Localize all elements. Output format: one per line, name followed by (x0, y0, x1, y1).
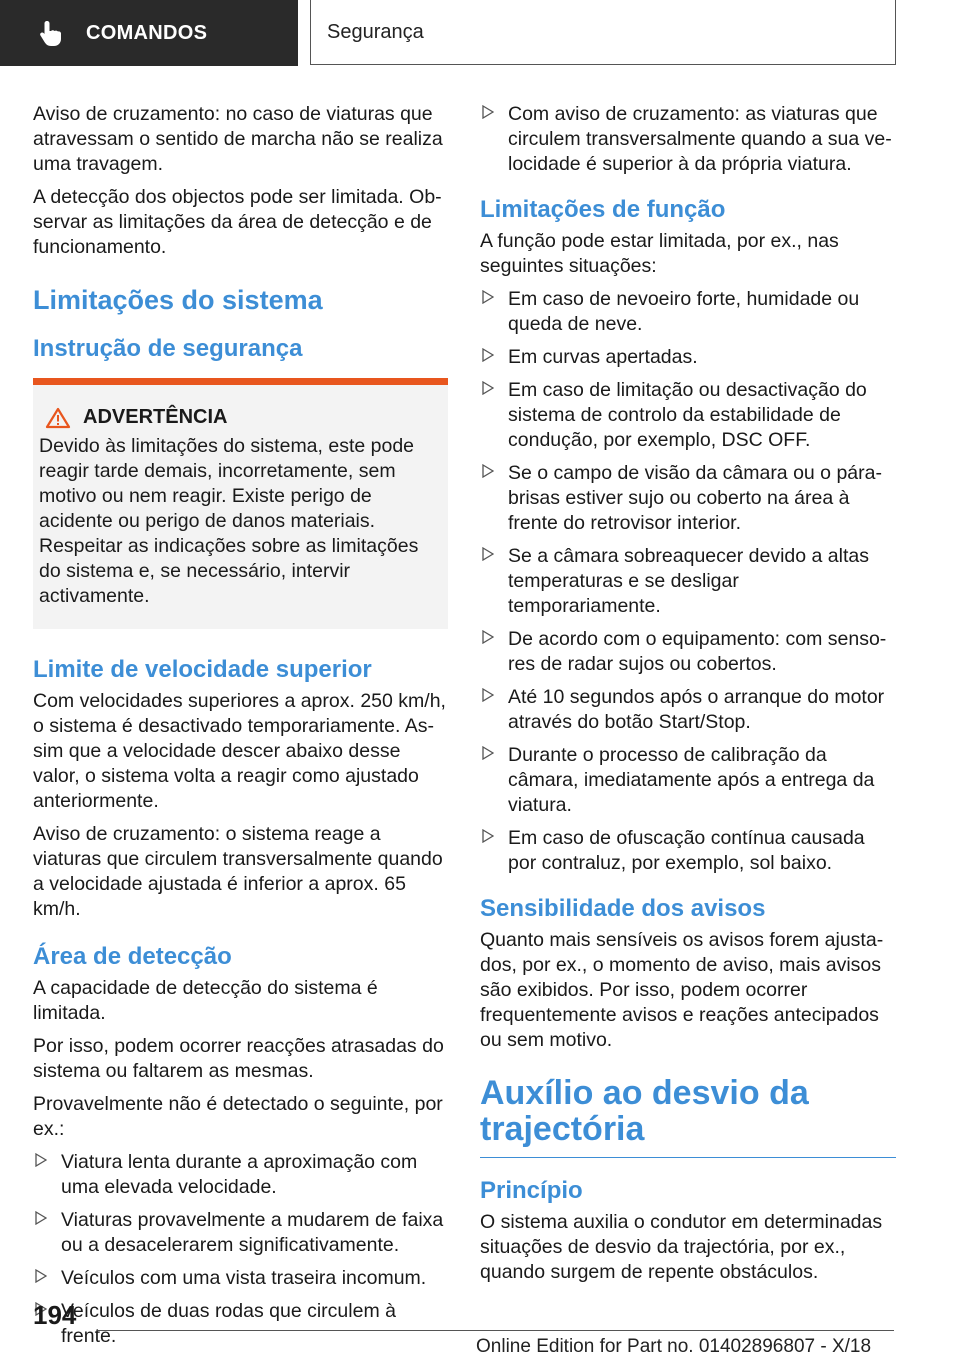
page-number: 194 (33, 1300, 77, 1330)
heading-detection-area: Área de detecção (33, 943, 232, 970)
paragraph-detection-capacity: A capacidade de detecção do sistema é limitada. (33, 977, 378, 1024)
triangle-bullet-icon (482, 381, 494, 395)
triangle-bullet-icon (482, 829, 494, 843)
list-item: Veículos com uma vista traseira incomum. (33, 1266, 448, 1291)
section-tab-comandos (0, 0, 298, 66)
list-item: Veículos de duas rodas que circulem à frente. (33, 1299, 448, 1349)
triangle-bullet-icon (35, 1211, 47, 1225)
triangle-bullet-icon (35, 1153, 47, 1167)
list-item: Em caso de limitação ou desactivação do sistema de controlo da estabilidade de condução, por exemplo, DSC OFF. (480, 378, 896, 453)
triangle-bullet-icon (482, 348, 494, 362)
heading-function-limits: Limitações de função (480, 196, 726, 223)
chapter-tab-label: Segurança (327, 20, 424, 43)
list-item: Durante o processo de calibração da câmara, imediatamente após a entrega da viatura. (480, 743, 896, 818)
triangle-bullet-icon (482, 547, 494, 561)
warning-title: ADVERTÊNCIA (83, 406, 228, 428)
heading-evasion-assistant: Auxílio ao desvio da trajectória (480, 1074, 809, 1148)
triangle-bullet-icon (482, 105, 494, 119)
warning-text: Devido às limitações do sistema, este pode reagir tarde demais, incorretamente, sem motivo ou nem reagir. Existe perigo de acidente ou perigo de danos materiais. Respeitar as indicações sobre as limitações do sistema e, se necessário, intervir activamente. (39, 435, 419, 607)
heading-system-limits: Limitações do sistema (33, 285, 323, 315)
footer-edition: Online Edition for Part no. 01402896807 - X/18 (476, 1336, 872, 1357)
heading-speed-limit: Limite de velocidade superior (33, 656, 372, 683)
page-header (0, 0, 960, 66)
paragraph-not-detected: Provavelmente não é detectado o seguinte, por ex.: (33, 1093, 443, 1140)
list-item: Viatura lenta durante a aproximação com uma elevada velocidade. (33, 1150, 448, 1200)
paragraph-warning-sensitivity: Quanto mais sensíveis os avisos forem ajustados, por ex., o momento de aviso, mais avisos são exibidos. Por isso, podem ocorrer frequentemente avisos e reações antecipados ou sem motivo. (480, 929, 884, 1051)
section-tab-label: COMANDOS (86, 21, 208, 44)
heading-rule (480, 1157, 896, 1158)
paragraph-cross-traffic: Aviso de cruzamento: no caso de viaturas que atravessam o sentido de marcha não se realiza uma travagem. (33, 103, 443, 175)
list-item: Até 10 segundos após o arranque do motor através do botão Start/Stop. (480, 685, 896, 735)
left-column (33, 102, 448, 1357)
triangle-bullet-icon (482, 464, 494, 478)
triangle-bullet-icon (482, 746, 494, 760)
heading-safety-instruction: Instrução de segurança (33, 335, 303, 362)
paragraph-delayed-reactions: Por isso, podem ocorrer reacções atrasadas do sistema ou faltarem as mesmas. (33, 1035, 444, 1082)
function-limits-list (480, 287, 896, 876)
triangle-bullet-icon (482, 688, 494, 702)
warning-box (33, 378, 448, 629)
warning-header (45, 405, 440, 430)
paragraph-speed-limit: Com velocidades superiores a aprox. 250 km/h, o sistema é desactivado temporariamente. Assim que a velocidade descer abaixo desse valor, o sistema volta a reagir como ajustado anteriormente. (33, 690, 446, 812)
list-item: Em curvas apertadas. (480, 345, 896, 370)
list-item: Com aviso de cruzamento: as viaturas que circulem transversalmente quando a sua velocidade é superior à da própria viatura. (480, 102, 896, 177)
triangle-bullet-icon (482, 290, 494, 304)
footer-rule (98, 1330, 894, 1331)
list-item: De acordo com o equipamento: com sensores de radar sujos ou cobertos. (480, 627, 896, 677)
paragraph-principle: O sistema auxilia o condutor em determinadas situações de desvio da trajectória, por ex., quando surgem de repente obstáculos. (480, 1211, 883, 1283)
list-item: Em caso de ofuscação contínua causada por contraluz, por exemplo, sol baixo. (480, 826, 896, 876)
heading-principle: Princípio (480, 1177, 583, 1204)
triangle-bullet-icon (35, 1269, 47, 1283)
warning-triangle-icon (45, 407, 71, 429)
triangle-bullet-icon (482, 630, 494, 644)
paragraph-function-limited: A função pode estar limitada, por ex., nas seguintes situações: (480, 230, 839, 277)
right-column (480, 102, 896, 1293)
paragraph-detection-limited: A detecção dos objectos pode ser limitada. Observar as limitações da área de detecção e de funcionamento. (33, 186, 442, 258)
cross-traffic-list (480, 102, 896, 177)
not-detected-list (33, 1150, 448, 1349)
list-item: Se a câmara sobreaquecer devido a altas temperaturas e se desligar temporariamente. (480, 544, 896, 619)
list-item: Em caso de nevoeiro forte, humidade ou queda de neve. (480, 287, 896, 337)
chapter-tab-seguranca (310, 0, 896, 65)
heading-warning-sensitivity: Sensibilidade dos avisos (480, 895, 766, 922)
list-item: Se o campo de visão da câmara ou o pára-brisas estiver sujo ou coberto na área à frente do retrovisor interior. (480, 461, 896, 536)
hand-pointer-icon (36, 18, 66, 48)
paragraph-cross-speed: Aviso de cruzamento: o sistema reage a viaturas que circulem transversalmente quando a velocidade ajustada é inferior a aprox. 65 km/h. (33, 823, 443, 920)
list-item: Viaturas provavelmente a mudarem de faixa ou a desacelerarem significativamente. (33, 1208, 448, 1258)
